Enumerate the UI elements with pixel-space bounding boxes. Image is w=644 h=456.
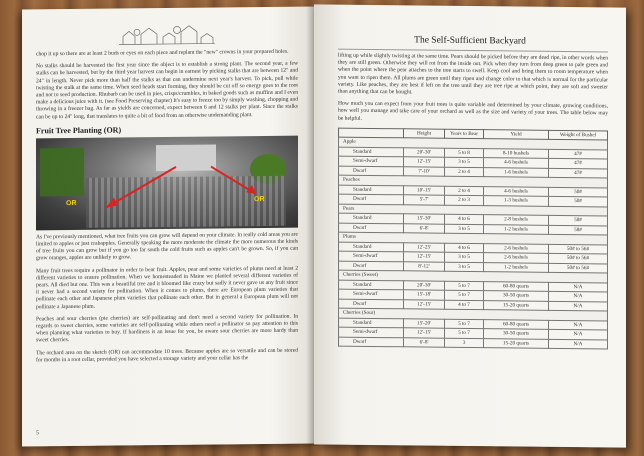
table-cell: 5 to 7	[445, 281, 484, 291]
table-group-name: Apple	[339, 137, 608, 149]
table-variety-cell: Dwarf	[339, 261, 404, 271]
table-cell: 12'-25'	[404, 242, 445, 252]
right-paragraph-2: How much you can expect from your fruit trees is quite variable and determined by your climate, growing conditions, how well you manage and take care of your orchard as well as the size and variety of your trees. The table below may be helpful.	[338, 100, 608, 122]
table-cell: 6'-8'	[404, 337, 445, 347]
table-cell: 12'-15'	[404, 252, 445, 262]
body-paragraph-3: Peaches and sour cherries (pie cherries) are self-pollinating and don't need a second variety for pollination. In regards to sweet cherries, some varieties are self-pollinating while others need a pollinator so pay attention to this when planning what varieties to buy. If hardiness is an issue for you, be aware sour cherries are more hardy than sweet cherries.	[36, 313, 298, 344]
body-paragraph-1: As I've previously mentioned, what tree fruits you can grow will depend on your climate. In really cold areas you are limited to apples or just crabapples. Generally speaking the more moderate the climate the more numerous the kinds of tree fruits you can grow but if you go too far south the cold fruits such as apples can't be grown. So, if you can grow oranges, apples are unlikely to grow.	[36, 231, 298, 262]
table-cell: 1-2 bushels	[484, 262, 549, 272]
body-paragraph-2: Many fruit trees require a pollinator in order to bear fruit. Apples, pear and some varieties of plums need at least 2 different varieties to ensure pollination. When we homesteaded in Maine we planted several different varieties of pears. All died but one. This was a beautiful tree and it bloomed like crazy but sadly it never gave us any fruit since it never had a second variety for pollination. When it comes to plums, there are European plum varieties that pollinate each other and Japanese plum varieties that pollinate each other. But in general a European plum will not pollinate a Japanese plum.	[36, 265, 298, 311]
table-cell: N/A	[549, 320, 608, 330]
table-cell: 50#	[549, 196, 608, 206]
table-cell: 30-50 quarts	[484, 291, 549, 301]
table-cell: 5 to 7	[445, 290, 484, 300]
fruit-tree-yield-table	[338, 127, 608, 349]
table-cell: 20'-30'	[404, 147, 445, 157]
table-cell: 3 to 5	[445, 224, 484, 234]
table-variety-cell: Standard	[339, 280, 404, 290]
table-cell: 50# to 56#	[549, 263, 608, 273]
table-variety-cell: Dwarf	[339, 166, 404, 176]
table-cell: N/A	[549, 339, 608, 349]
table-variety-cell: Dwarf	[339, 194, 404, 204]
table-cell: 15-20 quarts	[484, 300, 549, 310]
table-cell: 2 to 4	[445, 167, 484, 177]
table-cell: 1-2 bushels	[484, 224, 549, 234]
table-group-name: Pears	[339, 204, 608, 216]
table-variety-cell: Semi-dwarf	[339, 289, 404, 299]
table-cell: 6'-8'	[404, 223, 445, 233]
table-cell: 3	[445, 338, 484, 348]
table-cell: 47#	[549, 149, 608, 159]
table-cell: 50#	[549, 187, 608, 197]
table-cell: 20'-30'	[404, 280, 445, 290]
table-cell: 3 to 5	[445, 157, 484, 167]
running-title: The Self-Sufficient Backyard	[414, 35, 526, 47]
farm-sketch-illustration	[117, 19, 217, 48]
table-variety-cell: Standard	[339, 147, 404, 157]
intro-paragraph-2: No stalks should be harvested the first year since the object is to establish a strong plant. The second year, a few stalks can be harvested, but by the third year harvest can begin in earnest by picking stalks that are between 12" and 24" in length. Never pick more than half the stalks as that can undermine next year's harvest. To pick, pull while twisting the stalk at the same time. When seed heads start forming, they should be cut off so energy goes to the root and not to seed production. Rhubarb can be used in pies, crisps/crumbles, in baked goods such as muffins and I even make a delicious juice with it. (see Food Preserving chapter) It's easy to freeze too by simply washing, chopping and throwing in a freezer bag. As far as yields are concerned, expect between 6 and 12 stalks per plant. Since the stalks can be up to 24" long, that translates to quite a bit of food from an otherwise undemanding plant.	[36, 60, 298, 121]
table-cell: 4-6 bushels	[484, 158, 549, 168]
table-variety-cell: Dwarf	[339, 299, 404, 309]
table-cell: 5 to 7	[445, 319, 484, 329]
table-cell: 1-3 bushels	[484, 196, 549, 206]
table-cell: 15-20 quarts	[484, 338, 549, 348]
table-cell: 1-6 bushels	[484, 167, 549, 177]
table-body	[339, 137, 608, 349]
table-group-name: Plums	[339, 232, 608, 244]
table-header-cell: Years to Bear	[445, 129, 484, 139]
table-header-cell: Height	[404, 129, 445, 139]
table-variety-cell: Dwarf	[339, 337, 404, 347]
table-cell: 15'-20'	[404, 318, 445, 328]
table-variety-cell: Standard	[339, 213, 404, 223]
table-cell: 12'-15'	[404, 299, 445, 309]
table-cell: 5'-7'	[404, 195, 445, 205]
table-cell: 60-80 quarts	[484, 319, 549, 329]
table-cell: 7'-10'	[404, 166, 445, 176]
table-cell: 5 to 8	[445, 148, 484, 158]
table-cell: 12'-15'	[404, 157, 445, 167]
table-cell: 4 to 6	[445, 214, 484, 224]
table-cell: 50# to 56#	[549, 253, 608, 263]
right-page	[314, 4, 626, 447]
table-cell: 47#	[549, 168, 608, 178]
table-cell: 5 to 7	[445, 328, 484, 338]
table-cell: 4-6 bushels	[484, 186, 549, 196]
orchard-label-2: OR	[254, 195, 265, 203]
table-header-cell: Yield	[484, 129, 549, 139]
table-group-name: Cherries (Sour)	[339, 308, 608, 320]
section-heading: Fruit Tree Planting (OR)	[36, 125, 122, 136]
table-variety-cell: Semi-dwarf	[339, 327, 404, 337]
table-cell: 12'-15'	[404, 328, 445, 338]
table-cell: N/A	[549, 282, 608, 292]
table-group-name: Peaches	[339, 175, 608, 187]
table-cell: 58#	[549, 215, 608, 225]
table-cell: 2-6 bushels	[484, 243, 549, 253]
table-cell: 2 to 3	[445, 195, 484, 205]
table-variety-cell: Standard	[339, 242, 404, 252]
table-cell: 10'-15'	[404, 185, 445, 195]
body-paragraph-4: The orchard area on the sketch (OR) can accommodate 10 trees. Because apples are so versatile and can be stored for months in a root cellar, provided you have selected a storage variety and your cellar has the	[36, 347, 298, 364]
table-cell: 30-50 quarts	[484, 329, 549, 339]
table-cell: 50# to 56#	[549, 244, 608, 254]
table-cell: N/A	[549, 329, 608, 339]
orchard-label-1: OR	[66, 199, 77, 207]
right-paragraph-1: lifting up while slightly twisting at the same time. Pears should be picked before they are dead ripe, in other words when they are still green. Otherwise they will rot from the inside out. Pick when they turn from deep green to pale green and when the point where the pear attaches to the tree starts to swell. Keep cool and bring them to room temperature when you want to ripen them. All plums are green until they ripen and change color to that which is normal for the particular variety. Like peaches, they are best if left on the tree until they are tree ripe at which point, they are soft and sweeter than anything that can be bought.	[338, 52, 608, 96]
table-cell: 8-10 bushels	[484, 148, 549, 158]
table-cell: 3 to 5	[445, 252, 484, 262]
orchard-aerial-photo	[36, 135, 298, 230]
table-variety-cell: Standard	[339, 185, 404, 195]
table-group-name: Cherries (Sweet)	[339, 270, 608, 282]
table-cell: 58#	[549, 225, 608, 235]
table-cell: 15'-30'	[404, 214, 445, 224]
table-header-cell: Weight of Bushel	[549, 130, 608, 140]
table-cell: N/A	[549, 291, 608, 301]
table-row	[339, 337, 608, 349]
title-rule	[338, 49, 608, 53]
table-cell: 2 to 4	[445, 186, 484, 196]
table-cell: 2-8 bushels	[484, 215, 549, 225]
intro-paragraph-1: chop it up so there are at least 2 buds or eyes on each piece and replant the "new" crowns in your prepared holes.	[36, 48, 289, 58]
table-cell: 4 to 7	[445, 300, 484, 310]
table-cell: 2-6 bushels	[484, 253, 549, 263]
table-variety-cell: Standard	[339, 318, 404, 328]
table-variety-cell: Semi-dwarf	[339, 156, 404, 166]
table-variety-cell: Dwarf	[339, 223, 404, 233]
table-variety-cell: Semi-dwarf	[339, 251, 404, 261]
orchard-arrows	[36, 135, 298, 230]
left-page	[22, 6, 314, 446]
table-cell: 60-80 quarts	[484, 281, 549, 291]
table-cell: 47#	[549, 158, 608, 168]
table-cell: 8'-12'	[404, 261, 445, 271]
table-cell: 3 to 5	[445, 262, 484, 272]
table-cell: 4 to 6	[445, 243, 484, 253]
page-number: 5	[36, 430, 39, 437]
table-cell: N/A	[549, 301, 608, 311]
table-cell: 15'-18'	[404, 290, 445, 300]
